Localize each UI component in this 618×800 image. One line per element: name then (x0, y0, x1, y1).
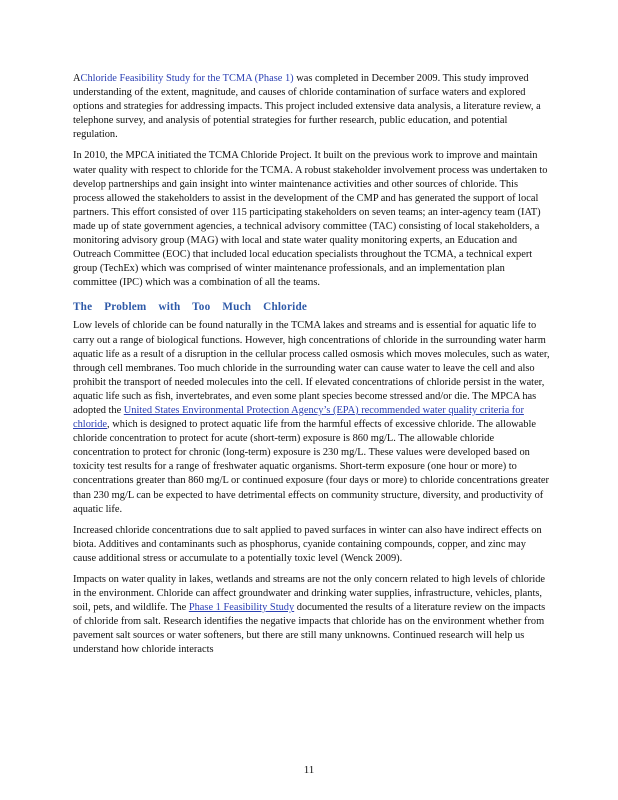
page-number: 11 (303, 764, 315, 776)
paragraph-text: Impacts on water quality in lakes, wetlands and streams are not the only concern related to high levels of chloride in the environment. Chloride can affect groundwater and drinking water supplies, infrastructure, vehicles, plants, soil, pets, and wildlife. The (73, 574, 546, 614)
document-body (73, 72, 550, 665)
epa-criteria-link[interactable]: United States Environmental Protection Agency’s (EPA) recommended water quality criteria for chloride (73, 404, 524, 431)
paragraph-feasibility-study (73, 72, 550, 142)
paragraph-indirect-effects: Increased chloride concentrations due to salt applied to paved surfaces in winter can also have indirect effects on biota. Additives and contaminants such as phosphorus, cyanide containing compounds, copper, and zinc may cause additional stress or accumulate to a potentially toxic level (Wenck 2009). (73, 524, 542, 564)
phase1-study-link[interactable]: Phase 1 Feasibility Study (188, 602, 295, 614)
paragraph-impacts (73, 573, 550, 658)
paragraph-text: was completed in December 2009. This study improved understanding of the extent, magnitude, and causes of chloride contamination of surface waters and explored options and strategies for addressing impacts. This project included extensive data analysis, a literature review, a telephone survey, and analysis of potential strategies for further research, public education, and potential regulation. (73, 73, 541, 141)
paragraph-chloride-project: In 2010, the MPCA initiated the TCMA Chloride Project. It built on the previous work to improve and maintain water quality with respect to chloride for the TCMA. A robust stakeholder involvement process was undertaken to develop partnerships and gain insight into winter maintenance activities and other sources of chloride. This process allowed the stakeholders to assist in the development of the CMP and has generated the support of local partners. This effort consisted of over 115 participating stakeholders on seven teams; an inter-agency team (IAT) made up of state government agencies, a technical advisory committee (TAC) consisting of local stakeholders, a monitoring advisory group (MAG) with local and state water quality monitoring experts, an Education and Outreach Committee (EOC) that included local education specialists throughout the TCMA, a technical expert group (TechEx) which was comprised of winter maintenance professionals, and an implementation plan committee (IPC) which was a combination of all the teams. (73, 150, 548, 289)
paragraph-problem (73, 319, 550, 516)
feasibility-study-link-text: Chloride Feasibility Study for the TCMA (Phase 1) (80, 73, 294, 84)
paragraph-text: , which is designed to protect aquatic life from the harmful effects of excessive chloride. The allowable chloride concentration to protect for acute (short-term) exposure is 860 mg/L. The allowable chloride concentration to protect for chronic (long-term) exposure is 230 mg/L. These values were developed based on toxicity test results for a range of freshwater aquatic organisms. Short-term exposure (one hour or more) to concentrations greater than 860 mg/L or continued exposure (four days or more) to chloride concentrations greater than 230 mg/L can be expected to have detrimental effects on community structure, diversity, and productivity of aquatic life. (73, 419, 549, 515)
paragraph-text: documented the results of a literature review on the impacts of chloride from salt. Research identifies the negative impacts that chloride has on the environment whether from pavement salt sources or water softeners, but there are still many unknowns. Continued research will help us understand how chloride interacts (73, 602, 546, 656)
section-heading: The Problem with Too Much Chloride (73, 301, 308, 314)
paragraph-text: A (73, 73, 81, 84)
paragraph-text: Low levels of chloride can be found naturally in the TCMA lakes and streams and is essential for aquatic life to carry out a range of biological functions. However, high concentrations of chloride in the surrounding water harm aquatic life as a result of a disruption in the cellular process called osmosis which moves molecules, such as water, through cell membranes. Too much chloride in the surrounding water can cause water to leave the cell and also prohibit the transport of needed molecules into the cell. If elevated concentrations of chloride persist in the water, aquatic life such as fish, invertebrates, and even some plant species become stressed and/or die. The MPCA has adopted the (73, 320, 550, 416)
